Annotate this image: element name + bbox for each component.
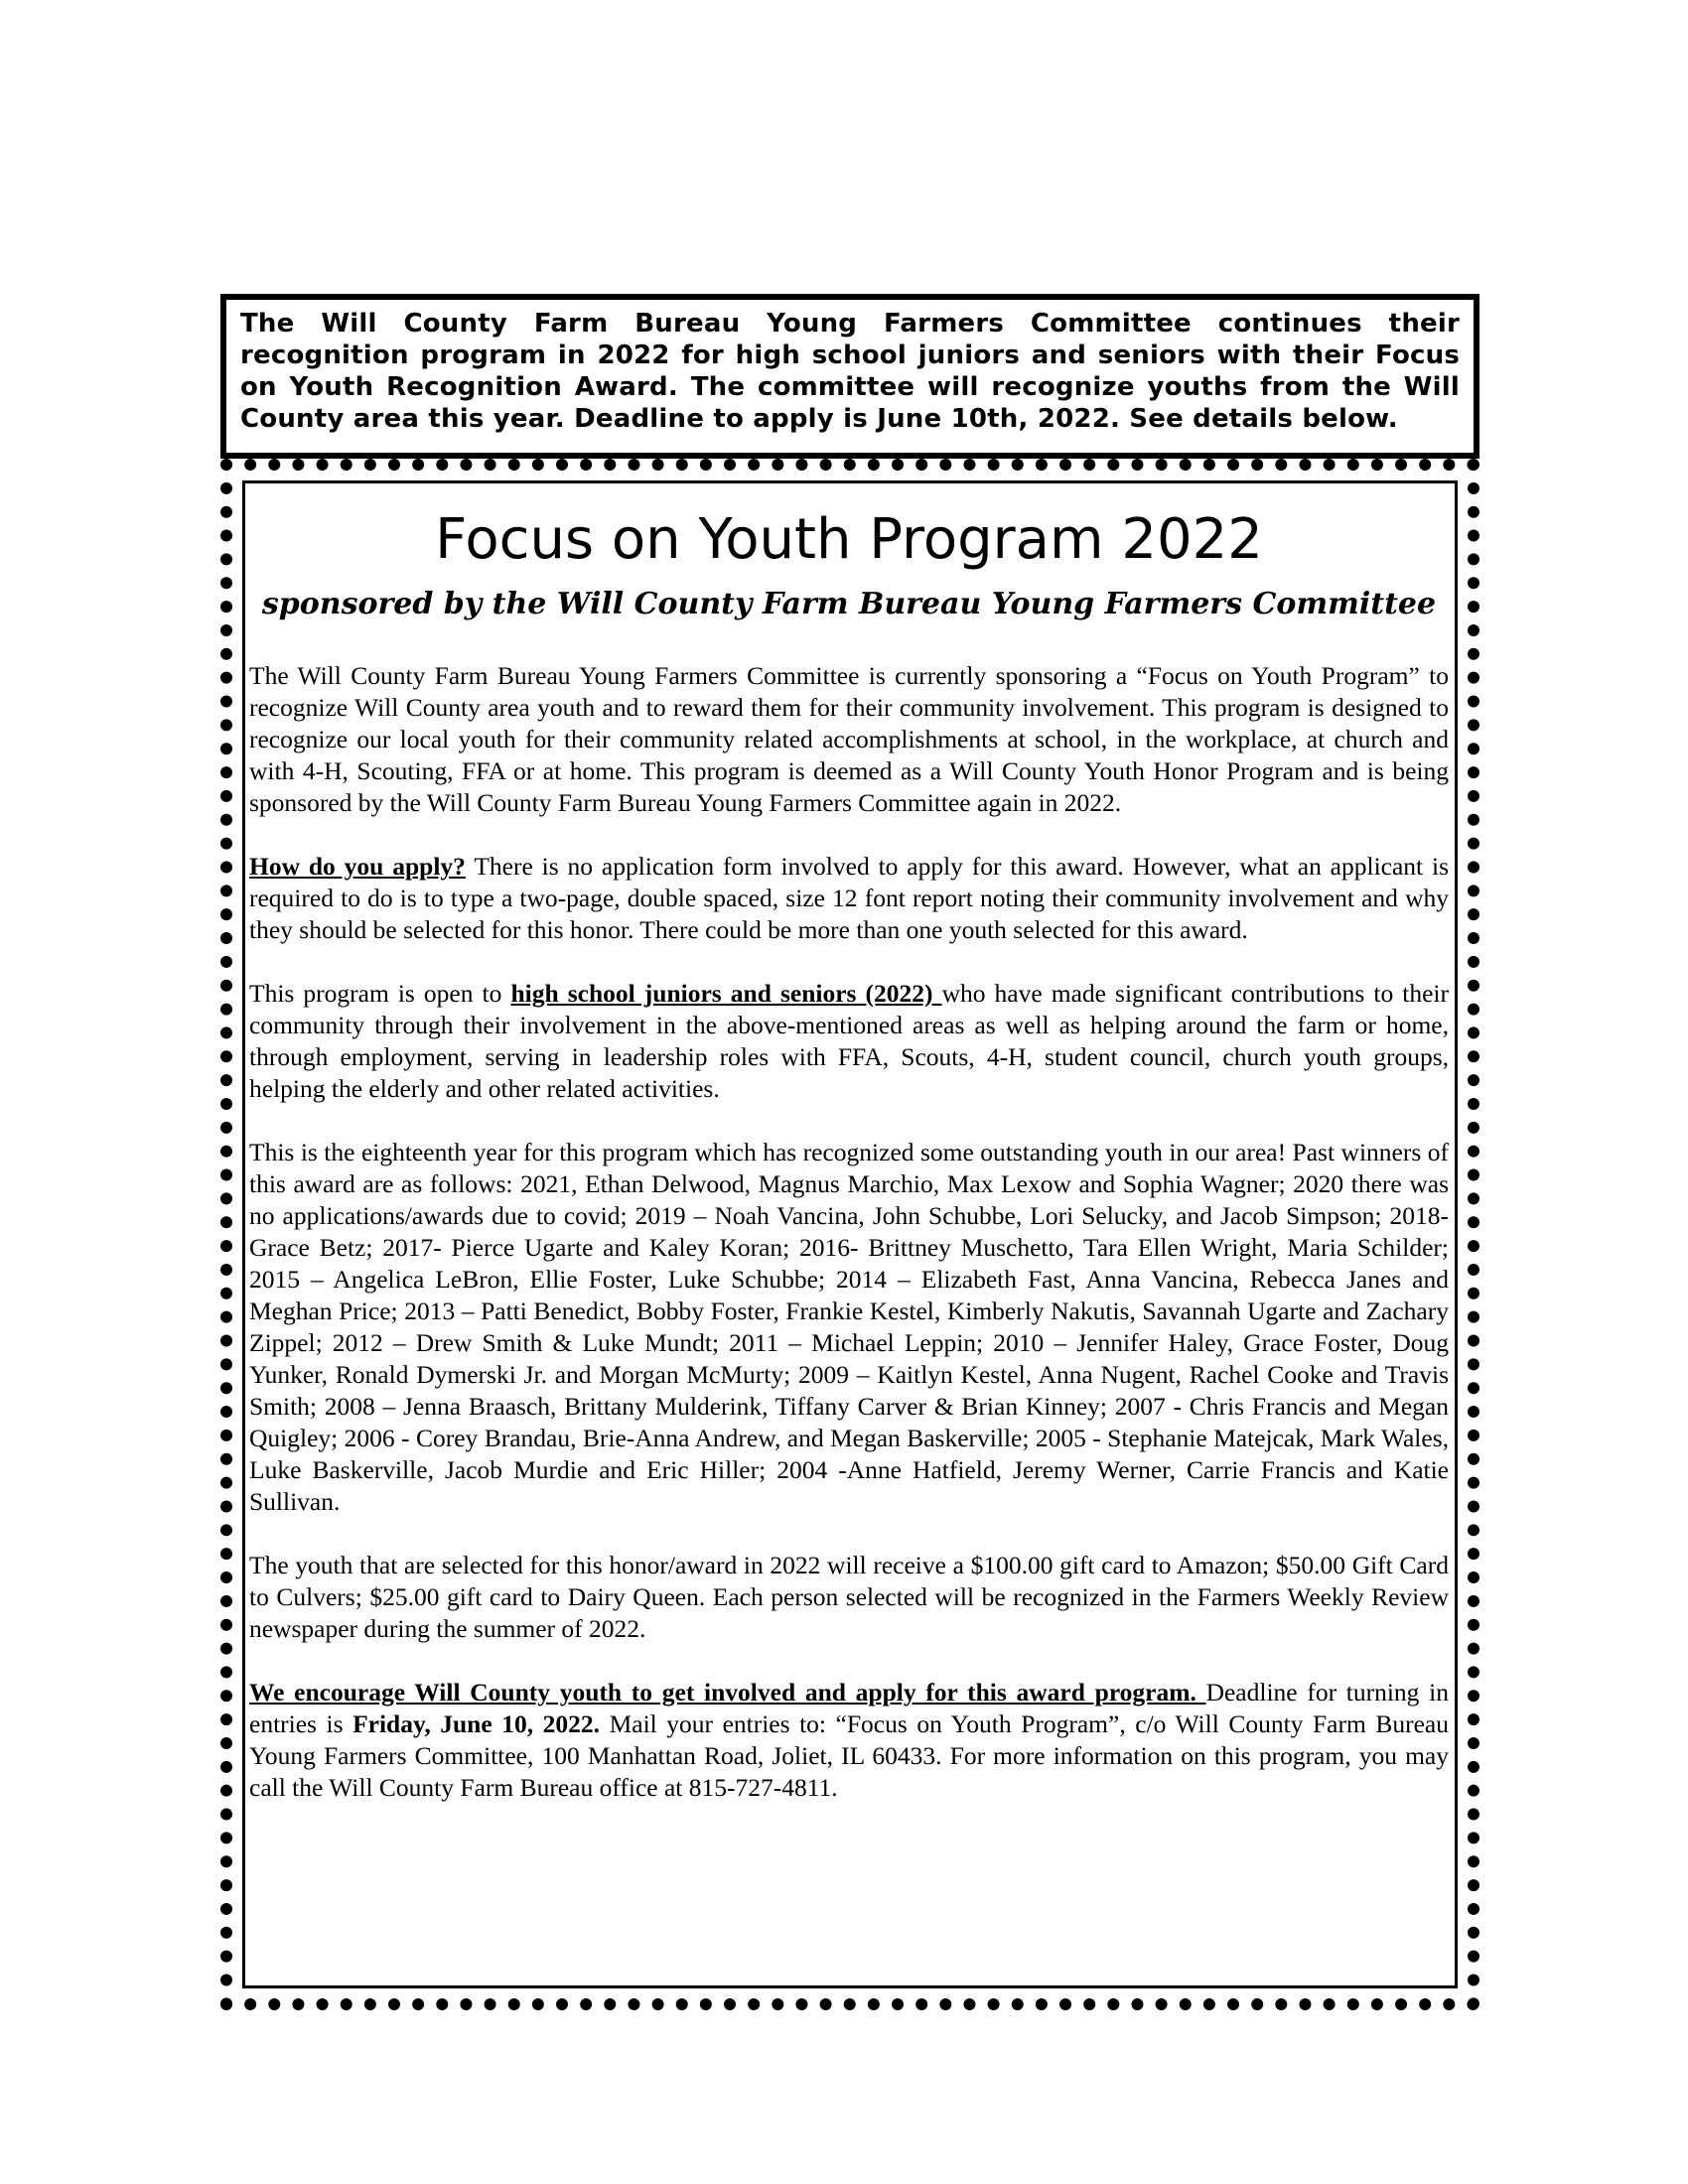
intro-text: The Will County Farm Bureau Young Farmers Committee continues their recognition program in 2022 for high school juniors and seniors with their Focus on Youth Recognition Award. The committee will recognize youths from the Will County area this year. Deadline to apply is June 10th, 2022. See details below. bbox=[240, 309, 1460, 434]
deadline-pre: Deadline for turning in entries is bbox=[249, 1678, 1449, 1738]
prizes-paragraph: The youth that are selected for this honor/award in 2022 will receive a $100.00 gift card to Amazon; $50.00 Gift Card to Culvers; $25.00 gift card to Dairy Queen. Each person selected will be recognized in the Farmers Weekly Review newspaper during the summer of 2022. bbox=[249, 1551, 1449, 1643]
program-content bbox=[242, 480, 1458, 1988]
closing-paragraph bbox=[249, 1677, 1449, 1804]
apply-heading: How do you apply? bbox=[249, 852, 466, 881]
program-box bbox=[220, 459, 1479, 2010]
page-title: Focus on Youth Program 2022 bbox=[435, 507, 1263, 572]
eligibility-post: who have made significant contributions to their community through their involvement in the above-mentioned areas as well as helping around the farm or home, through employment, serving in leadership roles with FFA, Scouts, 4-H, student council, church youth groups, helping the elderly and other related activities. bbox=[249, 979, 1449, 1103]
intro-paragraph: The Will County Farm Bureau Young Farmers Committee is currently sponsoring a “Focus on Youth Program” to recognize Will County area youth and to reward them for their community involvement. This program is designed to recognize our local youth for their community related accomplishments at school, in the workplace, at church and with 4-H, Scouting, FFA or at home. This program is deemed as a Will County Youth Honor Program and is being sponsored by the Will County Farm Bureau Young Farmers Committee again in 2022. bbox=[249, 661, 1449, 817]
sponsor-line: sponsored by the Will County Farm Bureau Young Farmers Committee bbox=[261, 587, 1437, 621]
apply-body: There is no application form involved to apply for this award. However, what an applicant is required to do is to type a two-page, double spaced, size 12 font report noting their community involvement and why they should be selected for this honor. There could be more than one youth selected for this award. bbox=[249, 852, 1450, 944]
intro-box bbox=[220, 294, 1479, 459]
encourage-text: We encourage Will County youth to get involved and apply for this award program. bbox=[249, 1678, 1206, 1706]
eligibility-emphasis: high school juniors and seniors (2022) bbox=[510, 979, 942, 1008]
history-paragraph: This is the eighteenth year for this program which has recognized some outstanding youth in our area! Past winners of this award are as follows: 2021, Ethan Delwood, Magnus Marchio, Max Lexow and Sophia Wagner; 2020 there was no applications/awards due to covid; 2019 – Noah Vancina, John Schubbe, Lori Selucky, and Jacob Simpson; 2018- Grace Betz; 2017- Pierce Ugarte and Kaley Koran; 2016- Brittney Muschetto, Tara Ellen Wright, Maria Schilder; 2015 – Angelica LeBron, Ellie Foster, Luke Schubbe; 2014 – Elizabeth Fast, Anna Vancina, Rebecca Janes and Meghan Price; 2013 – Patti Benedict, Bobby Foster, Frankie Kestel, Kimberly Nakutis, Savannah Ugarte and Zachary Zippel; 2012 – Drew Smith & Luke Mundt; 2011 – Michael Leppin; 2010 – Jennifer Haley, Grace Foster, Doug Yunker, Ronald Dymerski Jr. and Morgan McMurty; 2009 – Kaitlyn Kestel, Anna Nugent, Rachel Cooke and Travis Smith; 2008 – Jenna Braasch, Brittany Mulderink, Tiffany Carver & Brian Kinney; 2007 - Chris Francis and Megan Quigley; 2006 - Corey Brandau, Brie-Anna Andrew, and Megan Baskerville; 2005 - Stephanie Matejcak, Mark Wales, Luke Baskerville, Jacob Murdie and Eric Hiller; 2004 -Anne Hatfield, Jeremy Werner, Carrie Francis and Katie Sullivan. bbox=[249, 1138, 1449, 1516]
apply-paragraph bbox=[249, 851, 1449, 946]
eligibility-paragraph bbox=[249, 978, 1449, 1105]
deadline-date: Friday, June 10, 2022. bbox=[352, 1709, 601, 1738]
mail-text: Mail your entries to: “Focus on Youth Program”, c/o Will County Farm Bureau Young Farmers Committee, 100 Manhattan Road, Joliet, IL 60433. For more information on this program, you may call the Will County Farm Bureau office at 815-727-4811. bbox=[249, 1709, 1449, 1802]
eligibility-pre: This program is open to bbox=[249, 979, 511, 1008]
